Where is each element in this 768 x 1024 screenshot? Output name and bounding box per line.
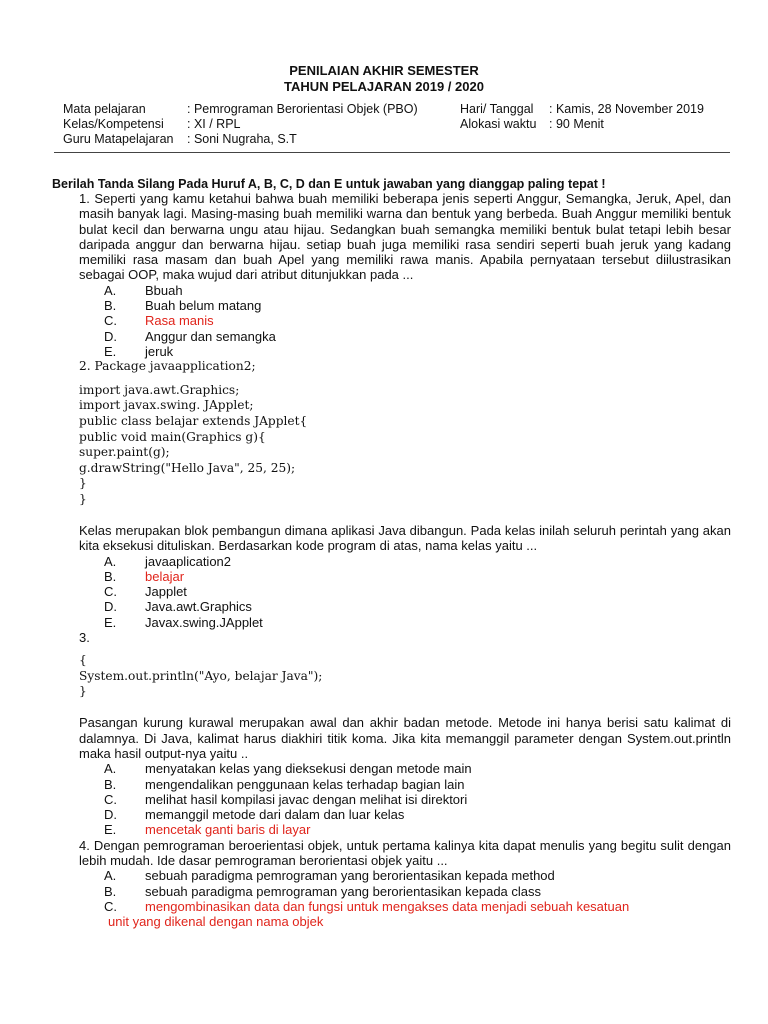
q2-code-line-4: public void main(Graphics g){ [79,429,266,444]
option-letter: C. [104,584,117,600]
option-letter: D. [104,807,117,823]
spacer [79,508,731,523]
option-text-continued: unit yang dikenal dengan nama objek [108,914,324,930]
option-letter: E. [104,614,117,630]
info-divider [54,152,730,153]
q3-option-b[interactable] [79,777,731,792]
instruction: Berilah Tanda Silang Pada Huruf A, B, C, D dan E untuk jawaban yang dianggap paling tepat ! [52,177,606,191]
option-text: melihat hasil kompilasi javac dengan melihat isi direktori [145,791,468,807]
info-row-teacher [63,132,713,147]
q3-option-d[interactable] [79,807,731,822]
q3-code-line-2: System.out.println("Ayo, belajar Java"); [79,668,323,683]
option-text: menyatakan kelas yang dieksekusi dengan metode main [145,761,472,777]
questions [79,191,731,930]
option-text: belajar [145,568,185,584]
question-2-text: Kelas merupakan blok pembangun dimana aplikasi Java dibangun. Pada kelas inilah seluruh perintah yang akan kita eksekusi dituliskan. Berdasarkan kode program di atas, nama kelas yaitu ... [79,522,731,554]
option-text: mengendalikan penggunaan kelas terhadap bagian lain [145,776,465,792]
q2-option-b[interactable] [79,569,731,584]
q1-option-a[interactable] [79,283,731,298]
question-1-text: 1. Seperti yang kamu ketahui bahwa buah memiliki beberapa jenis seperti Anggur, Semangka, Jeruk, Apel, dan masih banyak lagi. Masing-masing buah memiliki warna dan bentuk yang berbeda. Buah Anggur memiliki bentuk bulat kecil dan berwarna ungu atau hijau. Sedangkan buah semangka memiliki bentuk bulat tetapi lebih besar daripada anggur dan berwarna hijau. setiap buah juga memiliki rasa sendiri seperti buah jeruk yang kadang memiliki rasa masam dan buah Apel yang memiliki rawa manis. Apabila pernyataan tersebut diilustrasikan sebagai OOP, maka wujud dari atribut ditunjukkan pada ... [79,191,731,283]
q2-option-e[interactable] [79,615,731,630]
spacer [79,700,731,715]
q2-code-line-3: public class belajar extends JApplet{ [79,414,308,429]
time-label: Alokasi waktu [460,117,537,131]
question-4-text: 4. Dengan pemrograman beroerientasi objek, untuk pertama kalinya kita dapat menulis yang begitu sulit dengan lebih mudah. Ide dasar pemrograman berorientasi objek yaitu ... [79,837,731,869]
info-row-class [63,117,713,132]
spacer [79,375,731,383]
question-2-heading: 2. Package javaapplication2; [79,359,256,374]
q3-code-line-1: { [79,653,87,668]
option-letter: B. [104,883,117,899]
option-letter: A. [104,553,117,569]
spacer [79,645,731,653]
exam-info [63,102,713,147]
option-text: Japplet [145,584,187,600]
option-letter: B. [104,776,117,792]
q2-option-a[interactable] [79,554,731,569]
info-row-subject [63,102,713,117]
option-letter: E. [104,822,117,838]
class-label: Kelas/Kompetensi [63,117,164,131]
q2-code-line-5: super.paint(g); [79,445,170,460]
option-text: sebuah paradigma pemrograman yang berorientasikan kepada method [145,868,555,884]
option-letter: A. [104,868,117,884]
q2-code-line-7: } [79,476,87,491]
q1-option-c[interactable] [79,313,731,328]
q2-code-line-6: g.drawString("Hello Java", 25, 25); [79,460,296,475]
option-text: javaaplication2 [145,553,232,569]
q2-option-d[interactable] [79,599,731,614]
question-3-number: 3. [79,629,90,645]
option-text: memanggil metode dari dalam dan luar kelas [145,807,405,823]
option-letter: E. [104,343,117,359]
q2-option-c[interactable] [79,584,731,599]
exam-year: TAHUN PELAJARAN 2019 / 2020 [284,79,484,94]
q2-code-line-8: } [79,492,87,507]
subject-value: : Pemrograman Berorientasi Objek (PBO) [187,102,418,116]
option-text: sebuah paradigma pemrograman yang berorientasikan kepada class [145,883,542,899]
option-letter: C. [104,898,117,914]
exam-title: PENILAIAN AKHIR SEMESTER [289,63,479,78]
option-letter: B. [104,568,117,584]
option-text: Anggur dan semangka [145,328,276,344]
q3-code-line-3: } [79,684,87,699]
option-letter: D. [104,328,117,344]
teacher-label: Guru Matapelajaran [63,132,174,146]
q3-option-a[interactable] [79,761,731,776]
option-text: mengombinasikan data dan fungsi untuk mengakses data menjadi sebuah kesatuan [145,898,630,914]
question-3-text: Pasangan kurung kurawal merupakan awal dan akhir badan metode. Metode ini hanya berisi satu kalimat di dalamnya. Di Java, kalimat harus diakhiri titik koma. Jika kita memanggil parameter dengan System.out.println maka hasil output-nya yaitu .. [79,715,731,761]
q2-code-line-2: import javax.swing. JApplet; [79,398,254,413]
day-value: : Kamis, 28 November 2019 [549,102,704,116]
option-letter: D. [104,599,117,615]
option-text: Rasa manis [145,313,214,329]
option-letter: A. [104,282,117,298]
option-letter: B. [104,298,117,314]
time-value: : 90 Menit [549,117,604,131]
question-3-heading [79,630,731,645]
option-letter: C. [104,791,117,807]
option-text: Javax.swing.JApplet [145,614,263,630]
option-text: jeruk [145,343,174,359]
q2-code-line-1: import java.awt.Graphics; [79,382,240,397]
q4-option-b[interactable] [79,884,731,899]
q3-option-e[interactable] [79,822,731,837]
option-letter: C. [104,313,117,329]
subject-label: Mata pelajaran [63,102,146,116]
class-value: : XI / RPL [187,117,241,131]
teacher-value: : Soni Nugraha, S.T [187,132,297,146]
q1-option-e[interactable] [79,344,731,359]
q4-option-c-continued[interactable] [79,914,731,929]
option-text: Bbuah [145,282,183,298]
q4-option-a[interactable] [79,868,731,883]
day-label: Hari/ Tanggal [460,102,534,116]
q1-option-b[interactable] [79,298,731,313]
q1-option-d[interactable] [79,329,731,344]
option-text: mencetak ganti baris di layar [145,822,311,838]
option-text: Java.awt.Graphics [145,599,252,615]
option-text: Buah belum matang [145,298,262,314]
option-letter: A. [104,761,117,777]
q4-option-c[interactable] [79,899,731,914]
q3-option-c[interactable] [79,792,731,807]
